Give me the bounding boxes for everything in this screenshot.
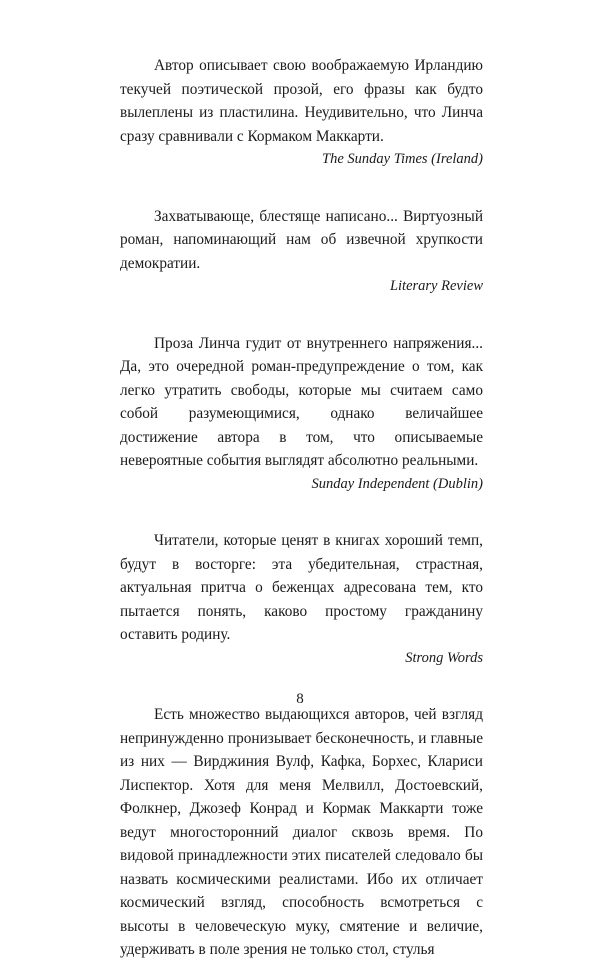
review-1 — [120, 54, 483, 172]
review-source: Strong Words — [405, 649, 483, 666]
divider-space — [120, 299, 483, 332]
review-source: Literary Review — [389, 278, 483, 294]
review-source: Sunday Independent (Dublin) — [311, 475, 483, 492]
divider-space — [120, 172, 483, 205]
essay-paragraph: Есть множество выдающихся авторов, чей взгляд непринужденно пронизывает бесконечность, и главные из них — Вирджиния Вулф, Кафка, Борхес, Клариси Лиспектор. Хотя для меня Мелвилл, Достоевский, Фолкнер, Джозеф Конрад и Кормак Маккарти тоже ведут многосторонний диалог сквозь время. По видовой принадлежности этих писателей следовало бы назвать космическими реалистами. Ибо их отличает космический взгляд, способность всмотреться с высоты в человеческую муку, смятение и величие, удерживать в поле зрения не только стол, стулья — [120, 706, 483, 958]
review-source: The Sunday Times (Ireland) — [322, 151, 483, 167]
review-text: Читатели, которые ценят в книгах хороший темп, будут в восторге: эта убедительная, страстная, актуальная притча о беженцах адресована тем, кто пытается понять, каково простому гражданину оставить родину. — [120, 532, 483, 643]
page-number: 8 — [296, 691, 304, 707]
page-content — [120, 54, 483, 962]
review-text: Захватывающе, блестяще написано... Виртуозный роман, напоминающий нам об извечной хрупкости демократии. — [120, 207, 483, 272]
review-3 — [120, 332, 483, 497]
review-text: Автор описывает свою воображаемую Ирландию текучей поэтической прозой, его фразы как будто вылеплены из пластилина. Неудивительно, что Линча сразу сравнивали с Кормаком Маккарти. — [120, 57, 483, 145]
review-text: Проза Линча гудит от внутреннего напряжения... Да, это очередной роман-предупреждение о том, как легко утратить свободы, которые мы считаем само собой разумеющимися, однако величайшее достижение автора в том, что описываемые невероятные события выглядят абсолютно реальными. — [120, 334, 483, 469]
review-2 — [120, 205, 483, 299]
divider-space — [120, 496, 483, 529]
review-4 — [120, 529, 483, 670]
